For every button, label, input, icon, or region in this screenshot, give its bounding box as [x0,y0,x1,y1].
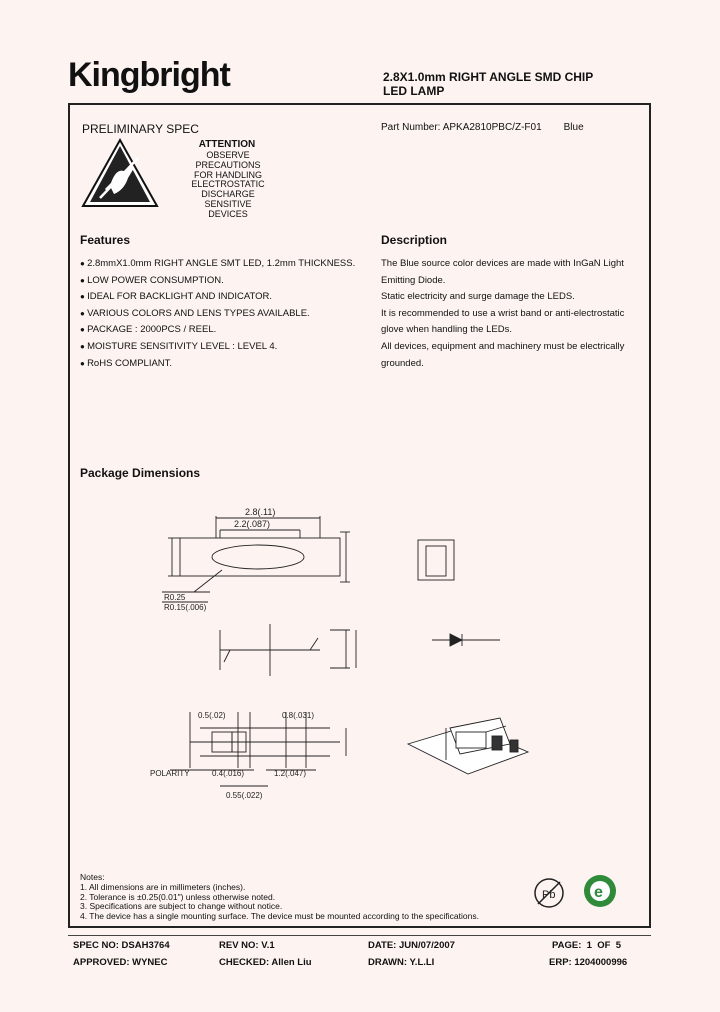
dim-inner-width: 2.2(.087) [234,519,271,529]
kingbright-logo: Kingbright [68,56,230,94]
lead-free-icon [532,876,566,910]
dim-rb: R0.25 [164,593,186,602]
preliminary-spec-label: PRELIMINARY SPEC [82,122,199,136]
note-line: 3. Specifications are subject to change without notice. [80,901,283,912]
attention-line: FOR HANDLING [193,169,262,180]
esd-warning-icon [80,136,160,210]
feature-item: ● LOW POWER CONSUMPTION. [80,273,370,290]
attention-line: DEVICES [208,208,248,219]
title-line-2: LED LAMP [383,84,445,98]
attention-line: ELECTROSTATIC [191,179,265,190]
notes-heading: Notes: [80,872,105,882]
led-color: Blue [563,122,584,133]
feature-item: ● IDEAL FOR BACKLIGHT AND INDICATOR. [80,289,370,306]
dim-fillet: R0.15(.006) [164,603,207,612]
footer-separator [68,935,651,936]
description-line: grounded. [381,357,424,369]
dim-pad-4: 1.2(.047) [274,769,307,778]
description-line: All devices, equipment and machinery must be electrically [381,340,625,352]
attention-heading: ATTENTION [198,139,256,150]
description-heading: Description [381,233,448,247]
top-view [162,507,350,612]
description-line: Static electricity and surge damage the LEDS. [381,291,575,303]
feature-item: ● MOISTURE SENSITIVITY LEVEL : LEVEL 4. [80,339,370,356]
features-list [80,256,370,372]
attention-line: SENSITIVE [204,198,252,209]
polarity-symbol [432,634,500,646]
description-line: It is recommended to use a wrist band or anti-electrostatic [381,307,625,319]
rohs-eco-icon [582,873,618,909]
drawn-by: DRAWN: Y.L.LI [368,957,435,968]
dim-pad-3: 0.4(.016) [212,769,245,778]
feature-item: ● VARIOUS COLORS AND LENS TYPES AVAILABLE. [80,306,370,323]
title-line-1: 2.8X1.0mm RIGHT ANGLE SMD CHIP [383,70,594,84]
isometric-view [408,718,528,774]
checked-by: CHECKED: Allen Liu [219,957,312,968]
description-text [381,256,643,372]
svg-text:Pb: Pb [542,889,556,901]
attention-line: DISCHARGE [201,189,255,200]
document-date: DATE: JUN/07/2007 [368,940,455,951]
polarity-label: POLARITY [150,769,190,778]
erp-number: ERP: 1204000996 [549,957,628,968]
svg-text:e: e [594,884,603,901]
document-title [383,70,643,98]
side-view [220,624,356,676]
revision-number: REV NO: V.1 [219,940,275,951]
description-line: glove when handling the LEDs. [381,324,512,336]
dim-top-width: 2.8(.11) [245,507,276,517]
attention-line: OBSERVE PRECAUTIONS [195,150,261,170]
attention-text [178,151,278,220]
note-line: 2. Tolerance is ±0.25(0.01") unless otherwise noted. [80,891,276,902]
spec-number: SPEC NO: DSAH3764 [73,940,170,951]
part-number [381,122,584,133]
note-line: 4. The device has a single mounting surface. The device must be mounted according to the specifications. [80,911,479,922]
feature-item: ● RoHS COMPLIANT. [80,356,370,373]
pad-layout [150,711,346,800]
feature-item: ● 2.8mmX1.0mm RIGHT ANGLE SMT LED, 1.2mm THICKNESS. [80,256,370,273]
dim-pad-1: 0.5(.02) [198,711,226,720]
description-line: The Blue source color devices are made with InGaN Light [381,258,624,269]
end-view [418,540,454,580]
dim-pad-2: 0.8(.031) [282,711,315,720]
features-heading: Features [80,233,131,247]
note-line: 1. All dimensions are in millimeters (inches). [80,881,246,892]
page-number: PAGE: 1 OF 5 [552,940,621,951]
package-dimensions-heading: Package Dimensions [80,466,201,480]
approved-by: APPROVED: WYNEC [73,957,168,968]
dim-pad-5: 0.55(.022) [226,791,263,800]
feature-item: ● PACKAGE : 2000PCS / REEL. [80,322,370,339]
part-number-text: Part Number: APKA2810PBC/Z-F01 [381,122,542,133]
package-dimensions-drawing [150,500,530,810]
description-line: Emitting Diode. [381,274,446,286]
